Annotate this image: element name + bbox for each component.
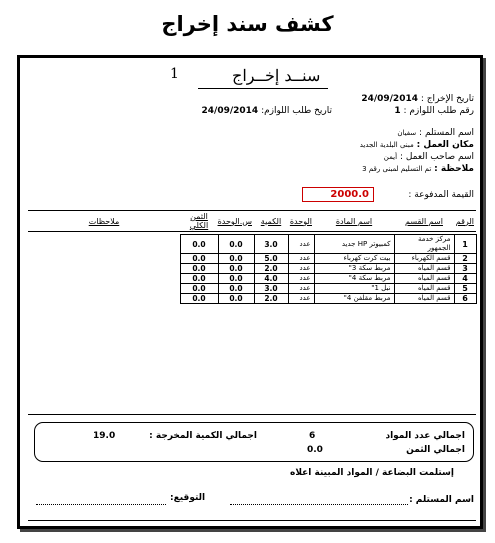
table-row	[28, 254, 476, 264]
note-value: تم التسليم لمبنى رقم 3	[362, 165, 432, 173]
cell-notes	[28, 284, 180, 294]
items-count-value: 6	[309, 431, 316, 441]
cell-no: 6	[454, 294, 476, 304]
cell-unit: عدد	[288, 274, 314, 284]
cell-no: 1	[454, 235, 476, 254]
paid-value-box: 2000.0	[302, 187, 374, 202]
cell-no: 5	[454, 284, 476, 294]
items-table	[28, 210, 477, 304]
cell-dept: قسم المياه	[394, 274, 454, 284]
table-row	[28, 264, 476, 274]
cell-notes	[28, 274, 180, 284]
bottom-divider	[28, 520, 476, 521]
total-qty-value: 19.0	[93, 431, 116, 441]
table-header-row	[28, 211, 476, 232]
cell-item: كمبيوتر HP جديد	[314, 235, 394, 254]
page-heading: كشف سند إخراج	[161, 12, 334, 36]
cell-dept: قسم المياه	[394, 294, 454, 304]
cell-unit-price: 0.0	[218, 235, 254, 254]
col-header-notes: ملاحظات	[28, 211, 180, 232]
signature-line	[36, 496, 166, 505]
cell-dept: مركز خدمة الجمهور	[394, 235, 454, 254]
request-date-row	[202, 106, 332, 116]
cell-unit: عدد	[288, 294, 314, 304]
cell-total: 0.0	[180, 264, 218, 274]
cell-notes	[28, 254, 180, 264]
receiver-row	[397, 128, 474, 138]
col-header-item: اسم المادة	[314, 211, 394, 232]
col-header-qty: الكمية	[254, 211, 288, 232]
received-statement: إستلمت البضاعة / المواد المبينة اعلاه	[290, 468, 454, 478]
workplace-label: مكان العمل :	[416, 140, 474, 150]
voucher-sheet	[17, 55, 483, 529]
receiver-name-line	[230, 496, 408, 505]
owner-value: أيمن	[383, 153, 398, 161]
cell-item: بيت كرت كهرباء	[314, 254, 394, 264]
cell-dept: قسم الكهرباء	[394, 254, 454, 264]
cell-qty: 2.0	[254, 264, 288, 274]
cell-total: 0.0	[180, 294, 218, 304]
voucher-number: 1	[170, 66, 179, 82]
cell-qty: 5.0	[254, 254, 288, 264]
title-underline	[198, 88, 328, 89]
cell-no: 3	[454, 264, 476, 274]
col-header-unit-price: س.الوحدة	[218, 211, 254, 232]
footer-receiver-label: اسم المستلم :	[409, 495, 474, 505]
request-number-label: رقم طلب اللوازم :	[403, 106, 474, 116]
issue-date-row	[361, 94, 474, 104]
owner-label: اسم صاحب العمل :	[399, 152, 474, 162]
cell-item: مربط سكة 3"	[314, 264, 394, 274]
paid-label: القيمة المدفوعة :	[408, 190, 474, 200]
note-row	[362, 164, 474, 174]
request-date-label: تاريخ طلب اللوازم:	[261, 106, 332, 116]
workplace-value: مبنى البلدية الجديد	[359, 141, 414, 149]
cell-unit: عدد	[288, 254, 314, 264]
cell-notes	[28, 294, 180, 304]
col-header-dept: اسم القسم	[394, 211, 454, 232]
summary-box	[34, 422, 474, 462]
cell-qty: 3.0	[254, 284, 288, 294]
workplace-row	[360, 140, 474, 150]
cell-item: نبل 1"	[314, 284, 394, 294]
cell-notes	[28, 235, 180, 254]
cell-unit-price: 0.0	[218, 294, 254, 304]
cell-unit-price: 0.0	[218, 284, 254, 294]
cell-dept: قسم المياه	[394, 264, 454, 274]
voucher-title: سنــد إخــراج	[232, 66, 321, 85]
signature-label: التوقيع:	[170, 493, 206, 503]
cell-unit-price: 0.0	[218, 264, 254, 274]
cell-unit-price: 0.0	[218, 254, 254, 264]
cell-qty: 4.0	[254, 274, 288, 284]
cell-dept: قسم المياه	[394, 284, 454, 294]
cell-total: 0.0	[180, 254, 218, 264]
cell-total: 0.0	[180, 274, 218, 284]
cell-unit: عدد	[288, 235, 314, 254]
cell-unit: عدد	[288, 264, 314, 274]
cell-unit-price: 0.0	[218, 274, 254, 284]
table-row	[28, 284, 476, 294]
total-qty-label: اجمالي الكمية المخرجة :	[149, 431, 257, 441]
cell-no: 2	[454, 254, 476, 264]
receiver-label: اسم المستلم :	[419, 128, 474, 138]
cell-total: 0.0	[180, 235, 218, 254]
summary-divider	[28, 414, 476, 415]
table-row	[28, 235, 476, 254]
note-label: ملاحظة :	[434, 164, 474, 174]
cell-unit: عدد	[288, 284, 314, 294]
receiver-value: سفيان	[397, 129, 417, 137]
items-count-label: اجمالي عدد المواد	[385, 431, 465, 441]
col-header-no: الرقم	[454, 211, 476, 232]
request-date-value: 24/09/2014	[201, 106, 259, 116]
col-header-unit: الوحدة	[288, 211, 314, 232]
request-number-value: 1	[394, 106, 401, 116]
table-row	[28, 294, 476, 304]
cell-item: مربط سكة 4"	[314, 274, 394, 284]
cell-qty: 2.0	[254, 294, 288, 304]
col-header-total: الثمن الكلي	[180, 211, 218, 232]
table-row	[28, 274, 476, 284]
cell-qty: 3.0	[254, 235, 288, 254]
request-number-row	[394, 106, 474, 116]
issue-date-label: تاريخ الإخراج :	[420, 94, 474, 104]
cell-no: 4	[454, 274, 476, 284]
total-price-label: اجمالي الثمن	[406, 445, 465, 455]
owner-row	[384, 152, 474, 162]
cell-notes	[28, 264, 180, 274]
issue-date-value: 24/09/2014	[361, 94, 418, 104]
cell-item: مربط مقلفن 4"	[314, 294, 394, 304]
cell-total: 0.0	[180, 284, 218, 294]
total-price-value: 0.0	[307, 445, 323, 455]
